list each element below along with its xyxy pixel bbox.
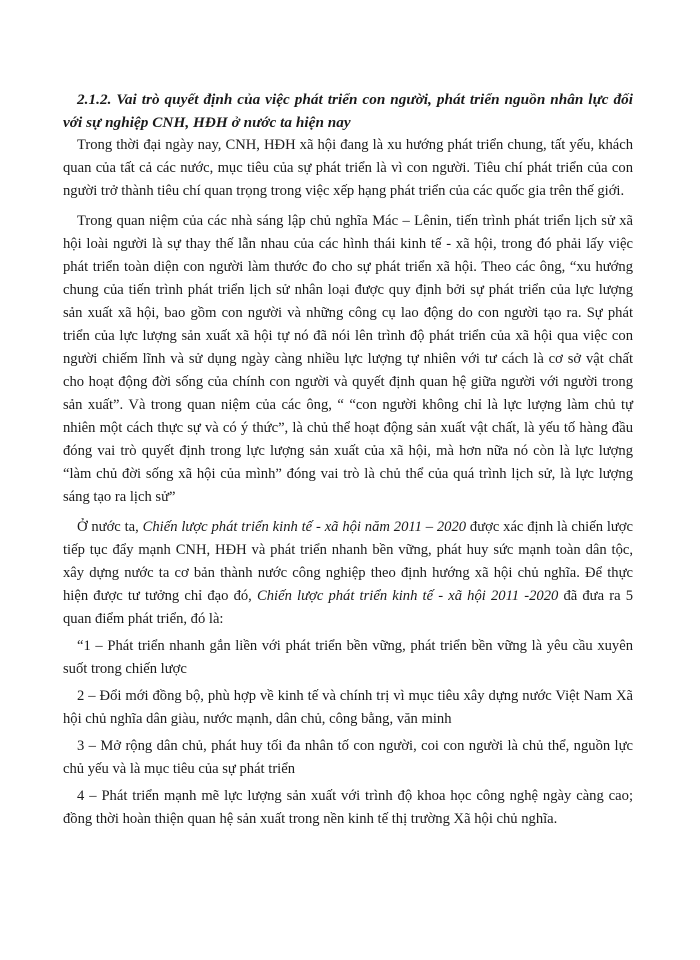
strategy-title-italic-2: Chiến lược phát triển kinh tế - xã hội 2011 -2020 bbox=[257, 588, 559, 604]
strategy-text-3: đã đưa ra 5 quan điểm phát triển, đó là: bbox=[63, 588, 634, 627]
paragraph-marx-lenin: Trong quan niệm của các nhà sáng lập chủ nghĩa Mác – Lênin, tiến trình phát triển lịch sử xã hội loài người là sự thay thế lẫn nhau của các hình thái kinh tế - xã hội, trong đó phải lấy việc phát triển toàn diện con người làm thước đo cho sự phát triển xã hội. Theo các ông, “xu hướng chung của tiến trình phát triển lịch sử nhân loại được quy định bởi sự phát triển của lực lượng sản xuất xã hội, bao gồm con người và những công cụ lao động do con người tạo ra. Sự phát triển của lực lượng sản xuất xã hội tự nó đã nói lên trình độ phát triển của xã hội qua việc con người chiếm lĩnh và sử dụng ngày càng nhiều lực lượng tự nhiên với tư cách là cơ sở vật chất cho hoạt động đời sống của chính con người và quyết định quan hệ giữa người với người trong sản xuất”. Và trong quan niệm của các ông, “ “con người không chỉ là lực lượng làm chủ tự nhiên một cách thực sự và có ý thức”, là chủ thể hoạt động sản xuất vật chất, là yếu tố hàng đầu đóng vai trò quyết định trong lực lượng sản xuất của xã hội, mà hơn nữa nó còn là lực lượng “làm chủ đời sống xã hội của mình” đóng vai trò là chủ thể của quá trình lịch sử, là lực lượng sáng tạo ra lịch sử” bbox=[63, 213, 633, 505]
strategy-text-2: được xác định là chiến lược tiếp tục đẩy mạnh CNH, HĐH và phát triển nhanh bền vững, phát huy sức mạnh toàn dân tộc, xây dựng nước ta cơ bản thành nước công nghiệp theo định hướng xã hội chủ nghĩa. Để thực hiện được tư tưởng chỉ đạo đó, bbox=[63, 519, 633, 604]
viewpoint-item-2: 2 – Đổi mới đồng bộ, phù hợp về kinh tế và chính trị vì mục tiêu xây dựng nước Việt Nam Xã hội chủ nghĩa dân giàu, nước mạnh, dân chủ, công bằng, văn minh bbox=[63, 688, 633, 727]
strategy-title-italic-1: Chiến lược phát triển kinh tế - xã hội năm 2011 – 2020 bbox=[142, 519, 467, 535]
paragraph-strategy bbox=[63, 516, 633, 631]
viewpoint-item-3: 3 – Mở rộng dân chủ, phát huy tối đa nhân tố con người, coi con người là chủ thể, nguồn lực chủ yếu và là mục tiêu của sự phát triển bbox=[63, 738, 633, 777]
viewpoint-item-1: “1 – Phát triển nhanh gắn liền với phát triển bền vững, phát triển bền vững là yêu cầu xuyên suốt trong chiến lược bbox=[63, 638, 633, 677]
strategy-text-1: Ở nước ta, bbox=[77, 519, 143, 535]
paragraph-intro: Trong thời đại ngày nay, CNH, HĐH xã hội đang là xu hướng phát triển chung, tất yếu, khách quan của tất cả các nước, mục tiêu của sự phát triển là vì con người. Tiêu chí phát triển của con người trở thành tiêu chí quan trọng trong việc xếp hạng phát triển của các quốc gia trên thế giới. bbox=[63, 137, 633, 199]
document-page bbox=[63, 88, 633, 831]
section-heading: 2.1.2. Vai trò quyết định của việc phát triển con người, phát triển nguồn nhân lực đối với sự nghiệp CNH, HĐH ở nước ta hiện nay bbox=[63, 91, 633, 131]
viewpoint-item-4: 4 – Phát triển mạnh mẽ lực lượng sản xuất với trình độ khoa học công nghệ ngày càng cao; đồng thời hoàn thiện quan hệ sản xuất trong nền kinh tế thị trường Xã hội chủ nghĩa. bbox=[63, 788, 633, 827]
